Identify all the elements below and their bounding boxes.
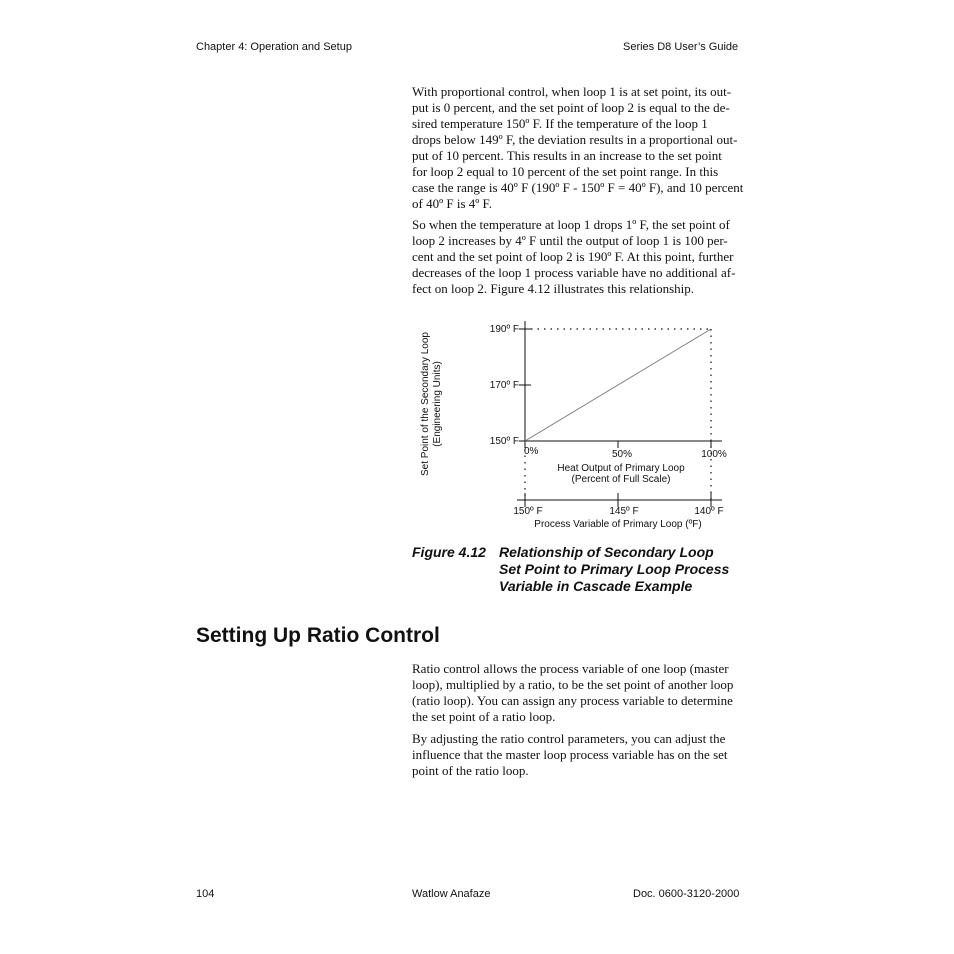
y-axis-label-line-2: (Engineering Units) [432, 361, 443, 447]
y-tick-label-190: 190º F [489, 324, 519, 335]
secondary-tick-label-150: 150º F [513, 506, 543, 517]
paragraph-proportional-control: With proportional control, when loop 1 is at set point, its out- put is 0 percent, and the set point of loop 2 is equal to the de- sired temperature 150º F. If the temperature of the loop 1 drops below 149º F, the deviation results in a proportional out- put of 10 percent. This results in an increase to the set point for loop 2 equal to 10 percent of the set point range. In this case the range is 40º F (190º F - 150º F = 40º F), and 10 percent of 40º F is 4º F. [412, 84, 744, 211]
paragraph-temperature-drop: So when the temperature at loop 1 drops 1º F, the set point of loop 2 increases by 4º F until the output of loop 1 is 100 per- cent and the set point of loop 2 is 190º F. At this point, further decreases of the loop 1 process variable have no additional af- fect on loop 2. Figure 4.12 illustrates this relationship. [412, 217, 736, 296]
paragraph-ratio-control: Ratio control allows the process variable of one loop (master loop), multiplied by a ratio, to be the set point of another loop (ratio loop). You can assign any process variable to determine the set point of a ratio loop. [412, 661, 734, 724]
x-tick-label-100: 100% [701, 449, 727, 460]
setpoint-series-line [525, 329, 711, 441]
y-tick-label-150: 150º F [489, 436, 519, 447]
footer-company: Watlow Anafaze [412, 888, 491, 900]
y-tick-label-170: 170º F [489, 380, 519, 391]
paragraph-ratio-parameters: By adjusting the ratio control parameters, you can adjust the influence that the master loop process variable has on the set point of the ratio loop. [412, 731, 728, 778]
secondary-tick-label-145: 145º F [609, 506, 639, 517]
x-tick-label-0: 0% [524, 446, 539, 457]
y-axis-label-line-1: Set Point of the Secondary Loop [420, 332, 431, 476]
x-axis-label-line-1: Heat Output of Primary Loop [557, 463, 685, 474]
x-axis-label-line-2: (Percent of Full Scale) [571, 474, 671, 485]
footer-doc-number: Doc. 0600-3120-2000 [633, 888, 740, 900]
footer-page-number: 104 [196, 888, 215, 900]
header-guide-title: Series D8 User’s Guide [623, 41, 739, 53]
section-heading: Setting Up Ratio Control [196, 624, 440, 647]
figure-caption: Relationship of Secondary Loop Set Point to Primary Loop Process Variable in Cascade Example [499, 544, 730, 594]
header-chapter: Chapter 4: Operation and Setup [196, 41, 352, 53]
figure-number: Figure 4.12 [412, 544, 486, 560]
secondary-axis-label: Process Variable of Primary Loop (ºF) [534, 519, 702, 530]
x-tick-label-50: 50% [611, 449, 633, 460]
secondary-tick-label-140: 140º F [694, 506, 724, 517]
